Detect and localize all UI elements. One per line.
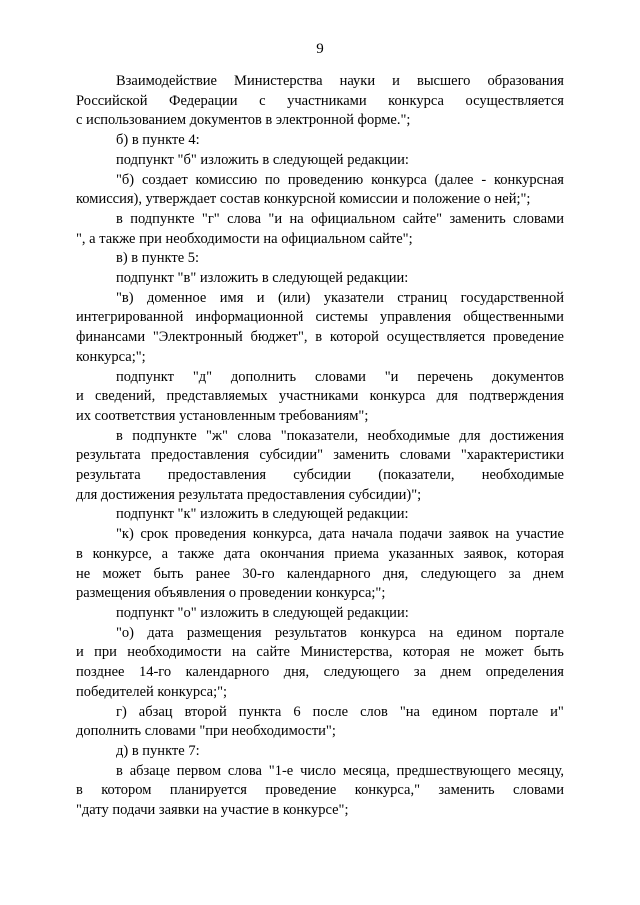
paragraph (76, 72, 564, 131)
text-line: ", а также при необходимости на официальном сайте"; (76, 230, 413, 247)
text-line: с использованием документов в электронной форме."; (76, 112, 411, 129)
text-line: в котором планируется проведение конкурса," заменить словами (76, 782, 564, 799)
text-line: Российской Федерации с участниками конкурса осуществляется (76, 92, 564, 109)
text-line: размещения объявления о проведении конкурса;"; (76, 585, 386, 602)
text-line: результата предоставления субсидии" заменить словами "характеристики (76, 447, 564, 464)
text-line: "о) дата размещения результатов конкурса на едином портале (116, 624, 564, 641)
paragraph (76, 703, 564, 742)
paragraph (76, 131, 564, 151)
paragraph (76, 171, 564, 210)
text-line: "в) доменное имя и (или) указатели страниц государственной (116, 289, 564, 306)
text-line: в конкурсе, а также дата окончания приема указанных заявок, которая (76, 545, 564, 562)
text-line: результата предоставления субсидии (показатели, необходимые (76, 467, 564, 484)
text-line: их соответствия установленным требованиям"; (76, 407, 369, 424)
paragraph (76, 210, 564, 249)
paragraph (76, 604, 564, 624)
text-line: для достижения результата предоставления субсидии)"; (76, 486, 422, 503)
text-line: дополнить словами "при необходимости"; (76, 723, 336, 740)
text-line: в абзаце первом слова "1-е число месяца, предшествующего месяцу, (116, 762, 564, 779)
paragraph (76, 368, 564, 427)
paragraph (76, 427, 564, 506)
text-line: в подпункте "ж" слова "показатели, необходимые для достижения (116, 427, 564, 444)
text-line: победителей конкурса;"; (76, 683, 228, 700)
text-line: подпункт "д" дополнить словами "и перечень документов (116, 368, 564, 385)
text-line: комиссия), утверждает состав конкурсной комиссии и положение о ней;"; (76, 191, 531, 208)
paragraph (76, 505, 564, 525)
text-line: "дату подачи заявки на участие в конкурсе"; (76, 802, 349, 819)
paragraph (76, 742, 564, 762)
text-line: подпункт "в" изложить в следующей редакции: (116, 270, 409, 287)
text-line: не может быть ранее 30-го календарного дня, следующего за днем (76, 565, 564, 582)
page-number: 9 (316, 41, 324, 57)
paragraph (76, 525, 564, 604)
text-line: "б) создает комиссию по проведению конкурса (далее - конкурсная (116, 171, 564, 188)
text-line: в подпункте "г" слова "и на официальном сайте" заменить словами (116, 210, 564, 227)
paragraph (76, 249, 564, 269)
text-line: интегрированной информационной системы управления общественными (76, 309, 564, 326)
text-line: б) в пункте 4: (116, 132, 200, 149)
text-line: финансами "Электронный бюджет", в которой осуществляется проведение (76, 329, 564, 346)
text-line: и сведений, представляемых участниками конкурса для подтверждения (76, 388, 564, 405)
text-line: "к) срок проведения конкурса, дата начала подачи заявок на участие (116, 526, 564, 543)
text-line: д) в пункте 7: (116, 742, 200, 759)
text-line: конкурса;"; (76, 348, 146, 365)
paragraph (76, 762, 564, 821)
paragraph (76, 289, 564, 368)
text-line: подпункт "о" изложить в следующей редакции: (116, 604, 409, 621)
paragraph (76, 269, 564, 289)
paragraph (76, 151, 564, 171)
text-line: позднее 14-го календарного дня, следующего за днем определения (76, 664, 564, 681)
text-line: подпункт "к" изложить в следующей редакции: (116, 506, 409, 523)
document-body (76, 72, 564, 821)
paragraph (76, 624, 564, 703)
text-line: Взаимодействие Министерства науки и высшего образования (116, 73, 564, 89)
text-line: г) абзац второй пункта 6 после слов "на едином портале и" (116, 703, 564, 720)
text-line: подпункт "б" изложить в следующей редакции: (116, 151, 409, 168)
text-line: и при необходимости на сайте Министерства, которая не может быть (76, 644, 564, 661)
text-line: в) в пункте 5: (116, 250, 200, 267)
